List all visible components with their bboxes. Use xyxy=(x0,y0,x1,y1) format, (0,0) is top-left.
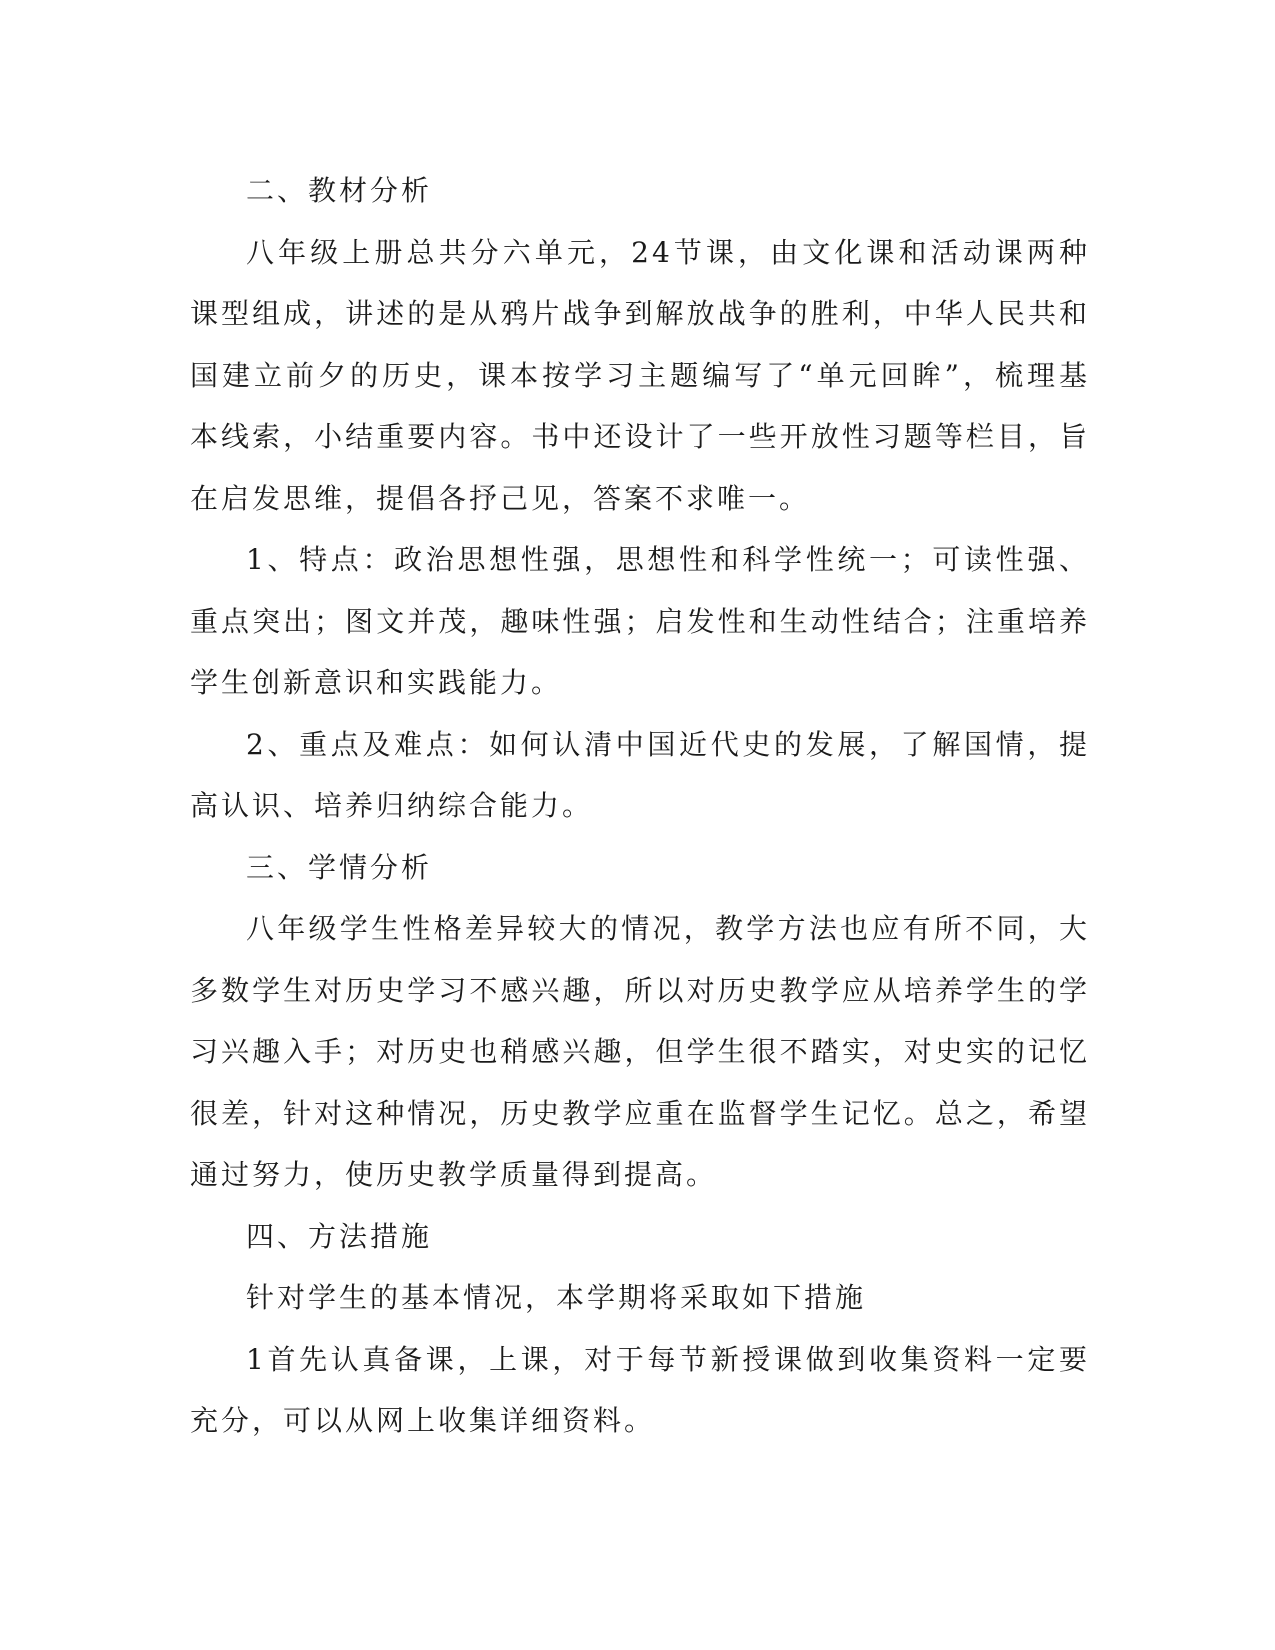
section-heading-student-analysis: 三、学情分析 xyxy=(246,850,433,884)
paragraph-key-points: 2、重点及难点：如何认清中国近代史的发展，了解国情，提高认识、培养归纳综合能力。 xyxy=(190,727,1090,822)
section-heading-methods: 四、方法措施 xyxy=(246,1219,433,1253)
paragraph-student-situation: 八年级学生性格差异较大的情况，教学方法也应有所不同，大多数学生对历史学习不感兴趣，所以对历史教学应从培养学生的学习兴趣入手；对历史也稍感兴趣，但学生很不踏实，对史实的记忆很差，针对这种情况，历史教学应重在监督学生记忆。总之，希望通过努力，使历史教学质量得到提高。 xyxy=(190,912,1090,1191)
paragraph-method-1: 1首先认真备课，上课，对于每节新授课做到收集资料一定要充分，可以从网上收集详细资料。 xyxy=(190,1342,1090,1437)
paragraph-features: 1、特点：政治思想性强，思想性和科学性统一；可读性强、重点突出；图文并茂，趣味性强；启发性和生动性结合；注重培养学生创新意识和实践能力。 xyxy=(190,543,1090,699)
document-body xyxy=(190,160,1090,1452)
paragraph-textbook-overview: 八年级上册总共分六单元，24节课，由文化课和活动课两种课型组成，讲述的是从鸦片战争到解放战争的胜利，中华人民共和国建立前夕的历史，课本按学习主题编写了“单元回眸”，梳理基本线索，小结重要内容。书中还设计了一些开放性习题等栏目，旨在启发思维，提倡各抒己见，答案不求唯一。 xyxy=(190,235,1090,515)
paragraph-methods-intro: 针对学生的基本情况，本学期将采取如下措施 xyxy=(246,1281,867,1314)
section-heading-textbook-analysis: 二、教材分析 xyxy=(246,174,433,207)
